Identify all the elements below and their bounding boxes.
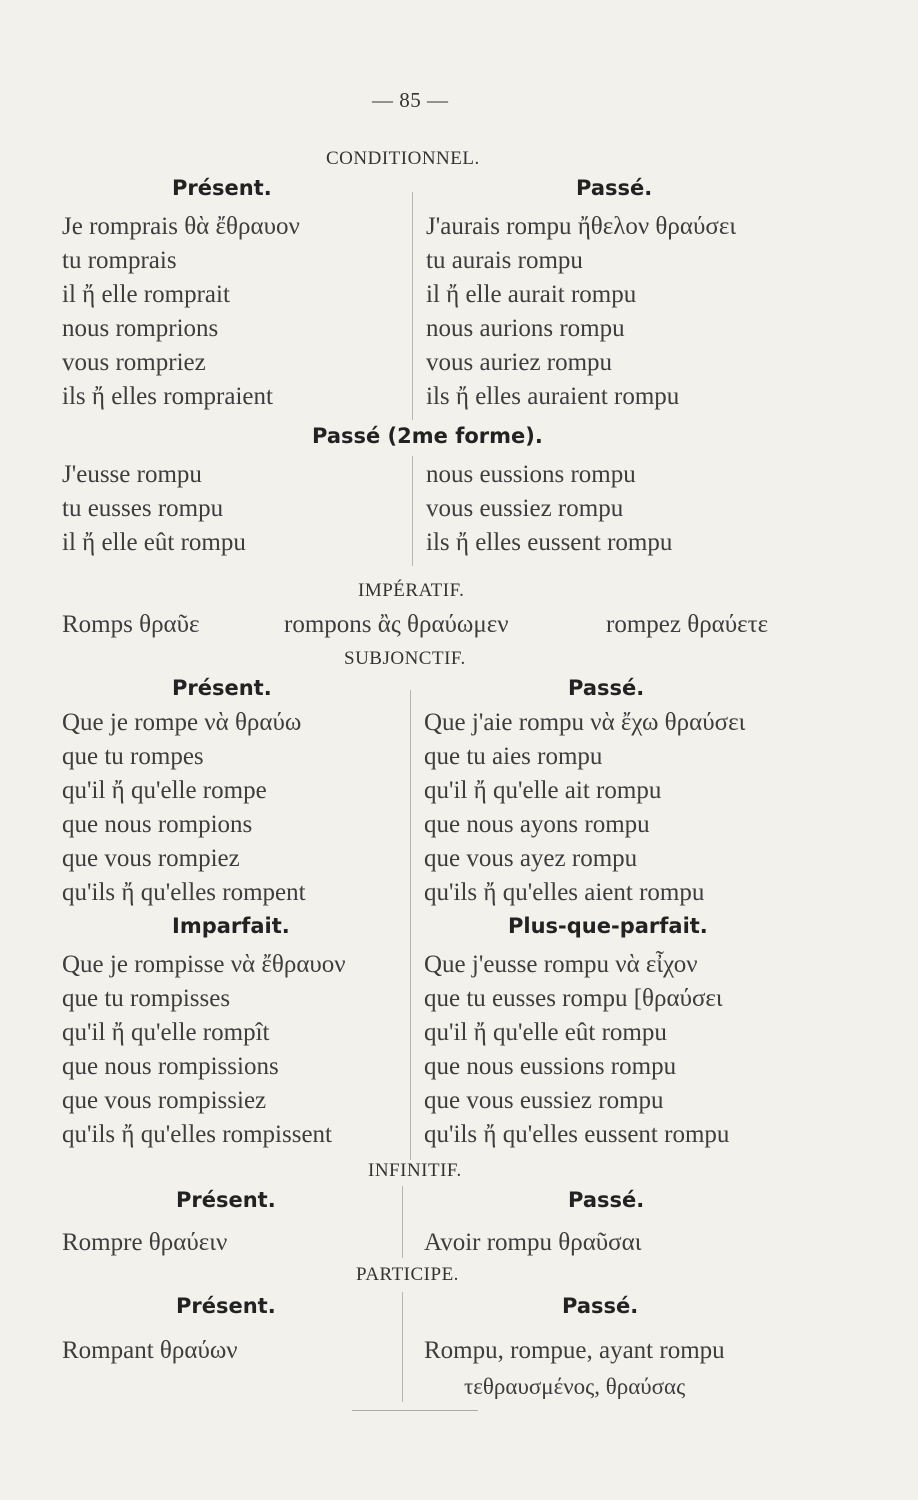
subjonctif-pqp-list [424, 948, 729, 1152]
conjugation-line: qu'ils ἤ qu'elles eussent rompu [424, 1121, 730, 1148]
conjugation-line: qu'il ἤ qu'elle eût rompu [424, 1019, 667, 1046]
subjonctif-present-list [62, 706, 306, 910]
column-divider [402, 1292, 403, 1402]
column-divider [412, 192, 413, 420]
imperatif-item-3: rompez θραύετε [606, 611, 769, 638]
conjugation-line: que nous eussions rompu [424, 1053, 677, 1080]
subjonctif-present-heading: Présent. [172, 676, 272, 700]
conjugation-line: il ἤ elle aurait rompu [426, 281, 637, 308]
conjugation-line: que tu aies rompu [424, 743, 603, 770]
conjugation-line: J'eusse rompu [62, 461, 202, 488]
subjonctif-passe-list [424, 706, 745, 910]
page-number: — 85 — [372, 88, 449, 112]
conjugation-line: que vous rompiez [62, 845, 240, 872]
conjugation-line: vous eussiez rompu [426, 495, 624, 522]
conjugation-line: il ἤ elle eût rompu [62, 529, 246, 556]
participe-present-heading: Présent. [176, 1294, 276, 1318]
column-divider [410, 690, 411, 1160]
conjugation-line: ils ἤ elles rompraient [62, 383, 273, 410]
conjugation-line: nous eussions rompu [426, 461, 636, 488]
conjugation-line: que tu eusses rompu [θραύσει [424, 985, 723, 1012]
conjugation-line: qu'ils ἤ qu'elles rompissent [62, 1121, 332, 1148]
subjonctif-imparfait-list [62, 948, 346, 1152]
conditionnel-present-heading: Présent. [172, 176, 272, 200]
subjonctif-imparfait-heading: Imparfait. [172, 914, 290, 938]
imperatif-item-2: rompons ἂς θραύωμεν [284, 611, 509, 638]
participe-passe-line-2: τεθραυσμένος, θραύσας [464, 1374, 686, 1399]
conditionnel-passe2-right-list [426, 458, 672, 560]
conjugation-line: qu'il ἤ qu'elle rompît [62, 1019, 270, 1046]
infinitif-passe: Avoir rompu θραῦσαι [424, 1229, 642, 1256]
infinitif-passe-heading: Passé. [568, 1188, 645, 1212]
section-title-subjonctif: SUBJONCTIF. [344, 648, 466, 669]
conjugation-line: tu eusses rompu [62, 495, 224, 522]
conjugation-line: Que je rompe νὰ θραύω [62, 709, 302, 736]
conditionnel-present-list [62, 210, 300, 414]
conjugation-line: que tu rompes [62, 743, 204, 770]
subjonctif-passe-heading: Passé. [568, 676, 645, 700]
conjugation-line: que nous ayons rompu [424, 811, 650, 838]
conditionnel-passe-heading: Passé. [576, 176, 653, 200]
conjugation-line: que nous rompions [62, 811, 253, 838]
conjugation-line: que vous rompissiez [62, 1087, 267, 1114]
imperatif-item-1: Romps θραῦε [62, 611, 200, 638]
column-divider [412, 456, 413, 566]
conjugation-line: Que je rompisse νὰ ἔθραυον [62, 951, 346, 978]
conjugation-line: Que j'eusse rompu νὰ εἶχον [424, 951, 698, 978]
conditionnel-passe-list [426, 210, 736, 414]
section-title-infinitif: INFINITIF. [368, 1160, 462, 1181]
section-title-conditionnel: CONDITIONNEL. [326, 148, 480, 169]
subjonctif-pqp-heading: Plus-que-parfait. [508, 914, 708, 938]
conjugation-line: que tu rompisses [62, 985, 231, 1012]
conjugation-line: qu'il ἤ qu'elle ait rompu [424, 777, 662, 804]
conditionnel-passe2-heading: Passé (2me forme). [312, 424, 543, 448]
conjugation-line: nous aurions rompu [426, 315, 625, 342]
participe-passe-heading: Passé. [562, 1294, 639, 1318]
conjugation-line: que vous ayez rompu [424, 845, 638, 872]
conjugation-line: Je romprais θὰ ἔθραυον [62, 213, 300, 240]
conjugation-line: J'aurais rompu ἤθελον θραύσει [426, 213, 737, 240]
section-title-participe: PARTICIPE. [356, 1264, 459, 1285]
conjugation-line: vous auriez rompu [426, 349, 613, 376]
section-title-imperatif: IMPÉRATIF. [358, 580, 465, 601]
conjugation-line: tu aurais rompu [426, 247, 583, 274]
conjugation-line: nous romprions [62, 315, 219, 342]
column-divider [402, 1186, 403, 1258]
conjugation-line: qu'ils ἤ qu'elles aient rompu [424, 879, 705, 906]
conjugation-line: qu'ils ἤ qu'elles rompent [62, 879, 306, 906]
conditionnel-passe2-left-list [62, 458, 246, 560]
conjugation-line: ils ἤ elles auraient rompu [426, 383, 680, 410]
infinitif-present: Rompre θραύειν [62, 1229, 228, 1256]
conjugation-line: vous rompriez [62, 349, 206, 376]
conjugation-line: que nous rompissions [62, 1053, 279, 1080]
page-end-rule [352, 1410, 478, 1411]
conjugation-line: qu'il ἤ qu'elle rompe [62, 777, 267, 804]
conjugation-line: que vous eussiez rompu [424, 1087, 664, 1114]
conjugation-line: tu romprais [62, 247, 177, 274]
conjugation-line: ils ἤ elles eussent rompu [426, 529, 673, 556]
conjugation-line: il ἤ elle romprait [62, 281, 230, 308]
participe-present: Rompant θραύων [62, 1337, 238, 1364]
conjugation-line: Que j'aie rompu νὰ ἔχω θραύσει [424, 709, 746, 736]
infinitif-present-heading: Présent. [176, 1188, 276, 1212]
participe-passe-line-1: Rompu, rompue, ayant rompu [424, 1337, 725, 1364]
